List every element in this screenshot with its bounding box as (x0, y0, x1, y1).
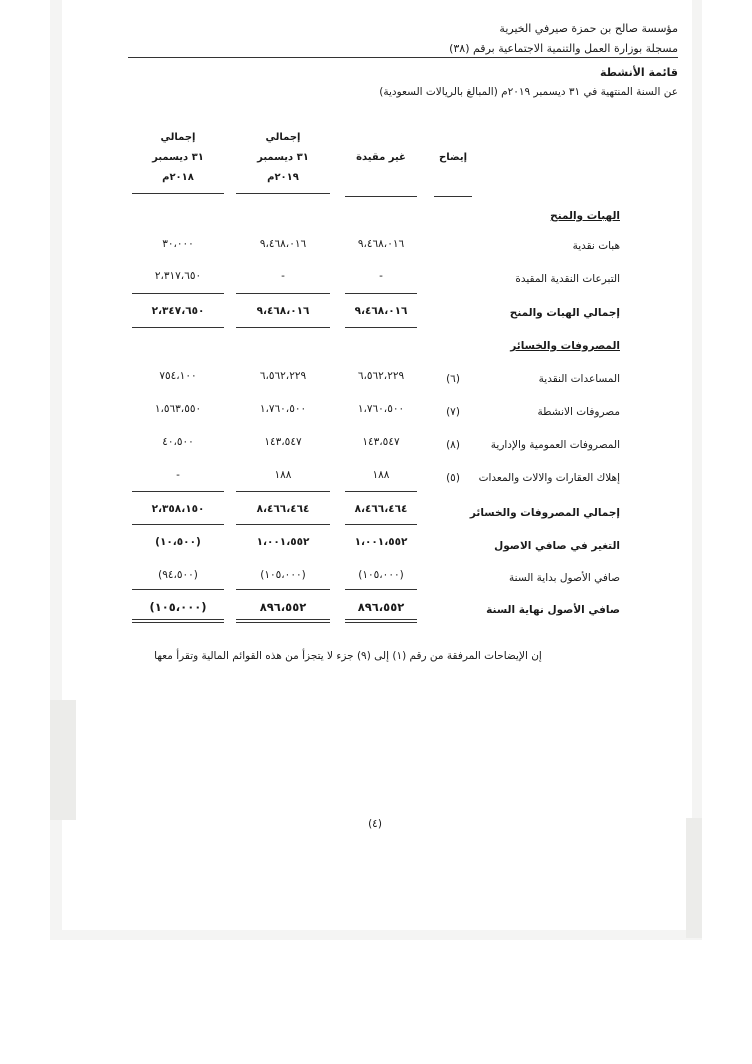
subtotal-rule (345, 293, 417, 294)
cell-unrestricted: ٩،٤٦٨،٠١٦ (354, 305, 408, 317)
cell-total-2018: ٣٠،٠٠٠ (162, 238, 194, 250)
total-rule (132, 327, 224, 328)
row-label: صافي الأصول بداية السنة (509, 572, 620, 584)
page-number: (٤) (368, 818, 382, 830)
col-rule (345, 196, 417, 197)
col-head-total-2019: إجمالي ٣١ ديسمبر ٢٠١٩م (257, 132, 309, 183)
cell-total-2019: ١،٧٦٠،٥٠٠ (259, 403, 307, 415)
cell-total-2019: (١٠٥،٠٠٠) (260, 569, 306, 581)
subtotal-rule (345, 589, 417, 590)
cell-unrestricted: (١٠٥،٠٠٠) (358, 569, 404, 581)
subtotal-rule (345, 491, 417, 492)
scan-edge-left (50, 700, 76, 820)
row-label: إهلاك العقارات والالات والمعدات (478, 472, 620, 484)
col-head-total-2018: إجمالي ٣١ ديسمبر ٢٠١٨م (152, 132, 204, 183)
cell-unrestricted: - (379, 270, 383, 282)
subtotal-rule (236, 589, 330, 590)
row-label: التبرعات النقدية المقيدة (515, 273, 620, 285)
total-rule (345, 524, 417, 525)
col-head-note: إيضاح (439, 152, 467, 163)
cell-total-2018: (١٠٥،٠٠٠) (149, 600, 207, 614)
statement-title: قائمة الأنشطة (599, 66, 678, 79)
cell-total-2019: ١٤٣،٥٤٧ (264, 436, 302, 448)
cell-total-2019: ١،٠٠١،٥٥٢ (256, 536, 310, 548)
cell-unrestricted: ١،٧٦٠،٥٠٠ (357, 403, 405, 415)
statement-period: عن السنة المنتهية في ٣١ ديسمبر ٢٠١٩م (المبالغ بالريالات السعودية) (379, 86, 678, 98)
cell-total-2018: ٢،٣١٧،٦٥٠ (154, 270, 202, 282)
cell-total-2019: ٨٩٦،٥٥٢ (259, 600, 307, 614)
cell-total-2018: ٧٥٤،١٠٠ (159, 370, 197, 382)
cell-unrestricted: ٨٩٦،٥٥٢ (357, 600, 405, 614)
row-label: هبات نقدية (572, 240, 620, 252)
total-rule (132, 524, 224, 525)
scan-edge-right (686, 818, 702, 938)
cell-total-2019: ٩،٤٦٨،٠١٦ (259, 238, 307, 250)
grand-total-double-rule (132, 619, 224, 623)
subtotal-rule (132, 589, 224, 590)
col-head-unrestricted: غير مقيدة (356, 152, 406, 163)
cell-total-2018: ٢،٣٤٧،٦٥٠ (151, 305, 205, 317)
cell-total-2019: ١٨٨ (274, 469, 292, 481)
note-ref: (٦) (446, 373, 460, 385)
cell-unrestricted: ٨،٤٦٦،٤٦٤ (354, 503, 408, 515)
cell-total-2019: ٦،٥٦٢،٢٢٩ (259, 370, 307, 382)
total-rule (345, 327, 417, 328)
cell-unrestricted: ٦،٥٦٢،٢٢٩ (357, 370, 405, 382)
cell-total-2019: - (281, 270, 285, 282)
note-ref: (٨) (446, 439, 460, 451)
cell-total-2018: (١٠،٥٠٠) (155, 536, 201, 548)
cell-total-2018: - (176, 469, 180, 481)
cell-total-2018: ٤٠،٥٠٠ (162, 436, 194, 448)
total-rule (236, 524, 330, 525)
cell-unrestricted: ١٤٣،٥٤٧ (362, 436, 400, 448)
subtotal-rule (236, 491, 330, 492)
subtotal-rule (132, 491, 224, 492)
cell-total-2018: ١،٥٦٣،٥٥٠ (154, 403, 202, 415)
header-divider (128, 57, 678, 58)
row-label: المساعدات النقدية (538, 373, 620, 385)
row-label-total: إجمالي المصروفات والخسائر (469, 507, 620, 519)
row-label-total: إجمالي الهبات والمنح (509, 307, 620, 319)
col-rule (132, 193, 224, 194)
cell-unrestricted: ١،٠٠١،٥٥٢ (354, 536, 408, 548)
grand-total-double-rule (236, 619, 330, 623)
row-label-total: صافي الأصول نهاية السنة (486, 604, 620, 616)
grand-total-double-rule (345, 619, 417, 623)
cell-unrestricted: ٩،٤٦٨،٠١٦ (357, 238, 405, 250)
section-expenses: المصروفات والخسائر (510, 340, 620, 352)
cell-unrestricted: ١٨٨ (372, 469, 390, 481)
cell-total-2018: (٩٤،٥٠٠) (158, 569, 198, 581)
col-rule (236, 193, 330, 194)
cell-total-2018: ٢،٣٥٨،١٥٠ (151, 503, 205, 515)
org-name: مؤسسة صالح بن حمزة صيرفي الخيرية (499, 22, 678, 35)
section-grants: الهبات والمنح (550, 210, 620, 222)
row-label-total: التغير في صافي الاصول (494, 540, 620, 552)
cell-total-2019: ٨،٤٦٦،٤٦٤ (256, 503, 310, 515)
subtotal-rule (132, 293, 224, 294)
footnote: إن الإيضاحات المرفقة من رقم (١) إلى (٩) جزء لا يتجزأ من هذه القوائم المالية وتقرأ معها (154, 650, 542, 662)
note-ref: (٧) (446, 406, 460, 418)
cell-total-2019: ٩،٤٦٨،٠١٦ (256, 305, 310, 317)
total-rule (236, 327, 330, 328)
col-rule (434, 196, 472, 197)
note-ref: (٥) (446, 472, 460, 484)
subtotal-rule (236, 293, 330, 294)
registration-line: مسجلة بوزارة العمل والتنمية الاجتماعية برقم (٣٨) (449, 42, 678, 55)
row-label: المصروفات العمومية والإدارية (490, 439, 620, 451)
row-label: مصروفات الانشطة (537, 406, 620, 418)
